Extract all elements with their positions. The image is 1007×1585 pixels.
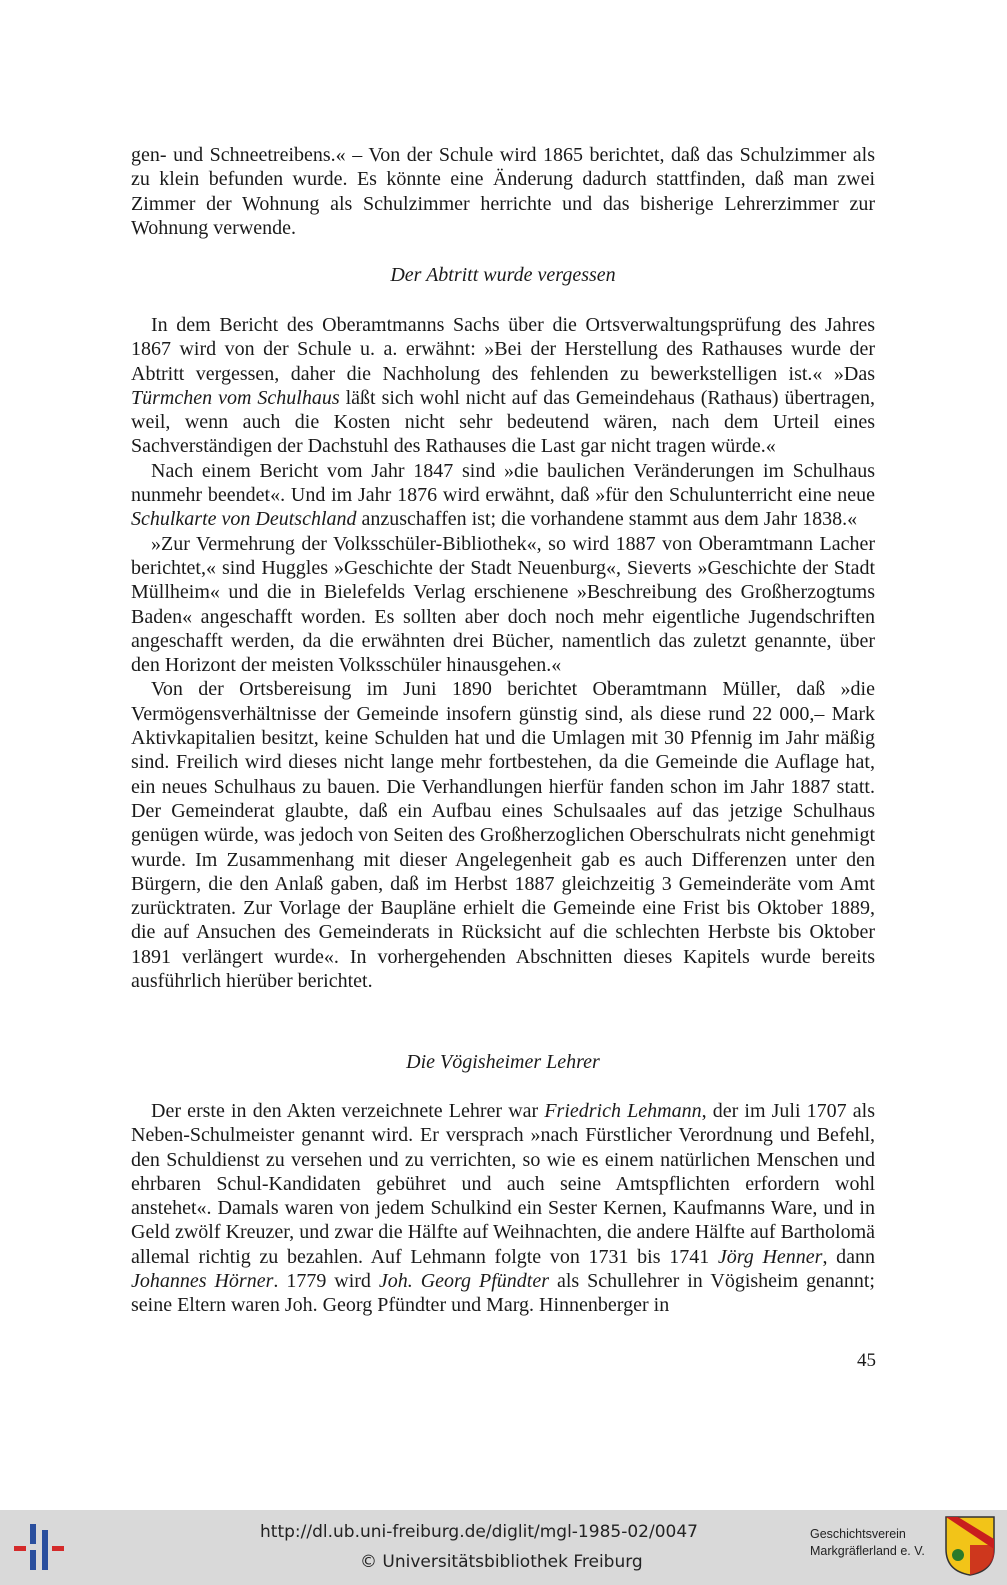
paragraph [131,459,875,532]
italic-text: Türmchen vom Schulhaus [131,386,340,409]
paragraph-text: gen- und Schneetreibens.« – Von der Schule wird 1865 berichtet, daß das Schulzimmer als zu klein befunden wurde. Es könnte eine Änderung dadurch stattfinden, daß man zwei Zimmer der Wohnung als Schulzimmer herrichte und das bisherige Lehrerzimmer zur Wohnung verwende. [131,144,875,239]
paragraph-text: Der erste in den Akten verzeichnete Lehrer war [151,1100,545,1122]
paragraph [131,313,875,459]
footer-bar [0,1510,1007,1585]
section-heading-lehrer: Die Vögisheimer Lehrer [406,1051,600,1073]
paragraph-text: , dann [822,1245,875,1268]
paragraph-text: Nach einem Bericht vom Jahr 1847 sind »die baulichen Veränderungen im Schulhaus nunmehr beendet«. Und im Jahr 1876 wird erwähnt, daß »für den Schulunterricht eine neue [131,459,875,507]
italic-text: Jörg Henner [717,1245,823,1268]
copyright-notice: © Universitätsbibliothek Freiburg [360,1552,643,1572]
italic-text: Joh. Georg Pfündter [378,1270,549,1293]
paragraph [131,143,875,240]
paragraph [131,532,875,678]
society-name-line-2: Markgräflerland e. V. [810,1544,925,1558]
section-heading-abtritt: Der Abtritt wurde vergessen [390,264,616,286]
page-number: 45 [857,1350,876,1371]
italic-text: Friedrich Lehmann [544,1100,702,1122]
italic-text: Schulkarte von Deutschland [131,508,357,531]
text-block-section-2 [131,1099,875,1318]
paragraph-text: . 1779 wird [273,1270,379,1293]
paragraph-text: als Schullehrer in Vögisheim genannt; seine Eltern waren Joh. Georg Pfündter und Marg. Hinnenberger in [131,1270,875,1317]
text-block-section-1 [131,313,875,993]
paragraph-text: , der im Juli 1707 als Neben-Schulmeister genannt wird. Er versprach »nach Fürstlicher Verordnung und Befehl, den Schuldienst zu versehen und zu verrichten, so wie es einem natürlichen Menschen und ehrbaren Schul-Kandidaten gebühret und auch seine Amtspflichten erfordern wohl anstehet«. Damals waren von jedem Schulkind ein Sester Kernen, Kaufmanns Ware, und in Geld zwölf Kreuzer, und zwar die Hälfte auf Weihnachten, die andere Hälfte auf Bartholomä allemal richtig zu bezahlen. Auf Lehmann folgte von 1731 bis 1741 [131,1100,876,1268]
italic-text: Johannes Hörner [131,1270,274,1293]
paragraph-text: anzuschaffen ist; die vorhandene stammt aus dem Jahr 1838.« [356,508,858,531]
paragraph [131,677,875,993]
society-name-line-1: Geschichtsverein [810,1527,906,1541]
coat-of-arms-icon [944,1515,996,1577]
paragraph-text: »Zur Vermehrung der Volksschüler-Bibliothek«, so wird 1887 von Oberamtmann Lacher berichtet,« sind Huggles »Geschichte der Stadt Neuenburg«, Sieverts »Geschichte der Stadt Müllheim« und die in Bielefelds Verlag erschienene »Beschreibung des Großherzogtums Baden« angeschafft worden. Es sollten aber doch noch mehr eigentliche Jugendschriften angeschafft werden, da die erwähnten drei Bücher, namentlich das zuletzt genannte, über den Horizont der meisten Volksschüler hinausgehen.« [131,532,875,677]
paragraph [131,1099,875,1318]
paragraph-text: In dem Bericht des Oberamtmanns Sachs über die Ortsverwaltungsprüfung des Jahres 1867 wird von der Schule u. a. erwähnt: »Bei der Herstellung des Rathauses wurde der Abtritt vergessen, daher die Nachholung des fehlenden zu bewerkstelligen ist.« »Das [131,314,875,385]
source-url-link[interactable]: http://dl.ub.uni-freiburg.de/diglit/mgl-1985-02/0047 [260,1522,698,1542]
library-logo-icon [10,1520,70,1575]
paragraph-text: Von der Ortsbereisung im Juni 1890 berichtet Oberamtmann Müller, daß »die Vermögensverhältnisse der Gemeinde insofern günstig sind, als diese rund 22 000,– Mark Aktivkapitalien besitzt, keine Schulden hat und die Umlagen mit 30 Pfennig im Jahr mäßig sind. Freilich wird dieses nicht lange mehr fortbestehen, da die Gemeinde die Auflage hat, ein neues Schulhaus zu bauen. Die Verhandlungen hierfür fanden schon im Jahr 1887 statt. Der Gemeinderat glaubte, daß ein Aufbau eines Schulsaales auf das jetzige Schulhaus genügen würde, was jedoch von Seiten des Großherzoglichen Oberschulrats nicht genehmigt wurde. Im Zusammenhang mit dieser Angelegenheit gab es auch Differenzen unter den Bürgern, die den Anlaß gaben, daß im Herbst 1887 gleichzeitig 3 Gemeinderäte vom Amt zurücktraten. Zur Vorlage der Baupläne erhielt die Gemeinde eine Frist bis Oktober 1889, die auf Ansuchen des Gemeinderats in Rücksicht auf die schlechten Herbste bis Oktober 1891 verlängert wurde«. In vorhergehenden Abschnitten dieses Kapitels wurde bereits ausführlich hierüber berichtet. [131,678,875,993]
paragraph-text: läßt sich wohl nicht auf das Gemeindehaus (Rathaus) übertragen, weil, wenn auch die Kosten nicht sehr bedeutend wären, nach dem Urteil eines Sachverständigen der Dachstuhl des Rathauses die Last gar nicht tragen würde.« [131,386,876,458]
text-block-top [131,143,875,240]
society-name [810,1526,935,1560]
